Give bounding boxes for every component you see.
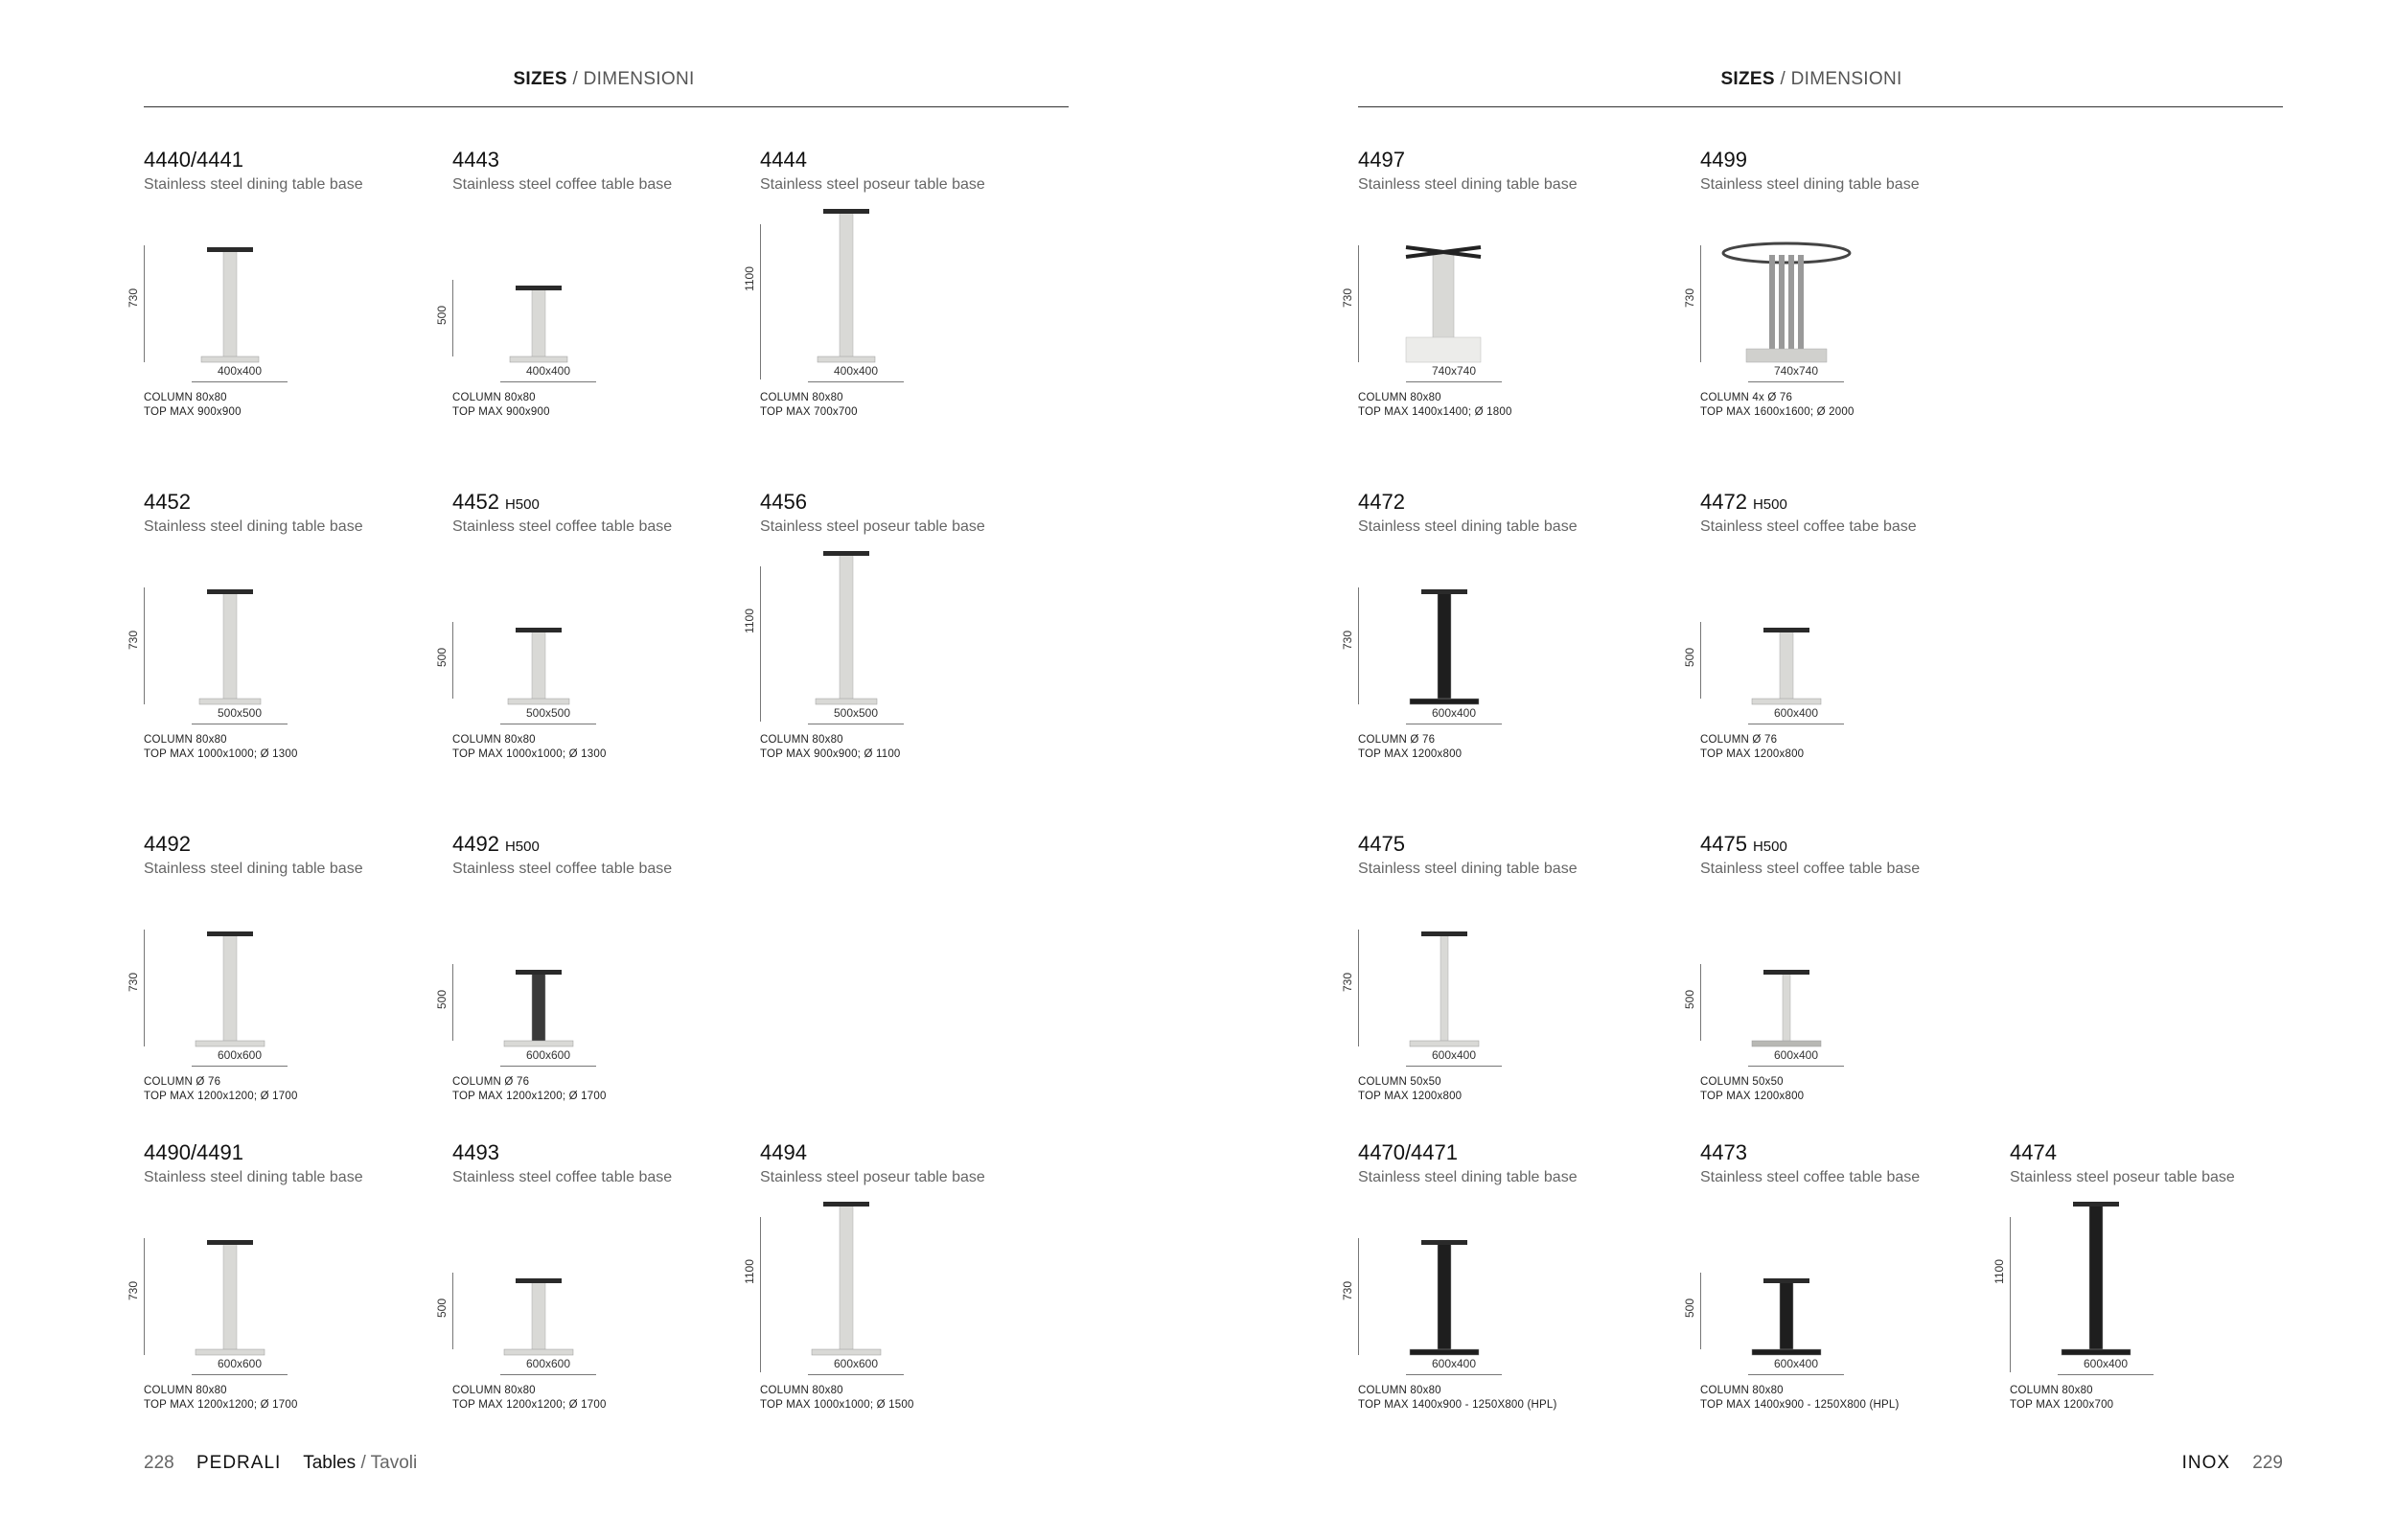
column-spec: COLUMN 80x80	[1358, 392, 1441, 403]
width-dimension-line	[500, 381, 596, 382]
top-max-spec: TOP MAX 900x900; Ø 1100	[760, 748, 901, 760]
product-description: Stainless steel poseur table base	[760, 176, 985, 193]
product-description: Stainless steel coffee table base	[1700, 861, 1921, 877]
footer-right	[2182, 1453, 2283, 1474]
product-spec	[760, 391, 858, 420]
top-max-spec: TOP MAX 1200x800	[1358, 1091, 1463, 1102]
column-spec: COLUMN 80x80	[760, 734, 843, 746]
product-description: Stainless steel dining table base	[1358, 861, 1578, 877]
product-description: Stainless steel poseur table base	[760, 1169, 985, 1185]
width-dimension-line	[1748, 381, 1844, 382]
single-column-base-icon	[1719, 887, 1854, 1065]
product-code: 4474	[2010, 1140, 2057, 1164]
height-label: 1100	[743, 266, 756, 291]
column-spec: COLUMN Ø 76	[144, 1076, 221, 1088]
height-label: 1100	[743, 609, 756, 633]
footer-left	[144, 1453, 417, 1474]
single-column-base-icon	[2029, 1196, 2163, 1373]
product-code: 4492	[144, 832, 191, 856]
column-spec: COLUMN Ø 76	[452, 1076, 530, 1088]
header-right-title: SIZES	[1720, 69, 1775, 89]
width-dimension-line	[192, 1066, 288, 1067]
width-label: 400x400	[217, 364, 263, 378]
single-column-base-icon	[779, 545, 913, 723]
top-max-spec: TOP MAX 1200x1200; Ø 1700	[144, 1399, 298, 1411]
product-spec	[452, 1384, 607, 1413]
product-spec	[1700, 1384, 1900, 1413]
product-description: Stainless steel coffee tabe base	[1700, 518, 1917, 535]
width-label: 500x500	[833, 706, 879, 720]
height-label: 500	[435, 1298, 449, 1319]
column-spec: COLUMN 80x80	[452, 734, 536, 746]
product-code: 4452 H500	[452, 490, 540, 514]
product-4475-h500	[1683, 832, 2016, 1102]
column-spec: COLUMN 50x50	[1358, 1076, 1441, 1088]
top-max-spec: TOP MAX 1000x1000; Ø 1300	[452, 748, 607, 760]
height-label: 500	[1683, 989, 1696, 1010]
height-dimension-line	[1700, 622, 1701, 699]
height-label: 500	[1683, 1298, 1696, 1319]
height-label: 500	[1683, 647, 1696, 668]
product-spec	[452, 733, 607, 762]
top-max-spec: TOP MAX 1000x1000; Ø 1300	[144, 748, 298, 760]
top-max-spec: TOP MAX 1200x1200; Ø 1700	[452, 1399, 607, 1411]
page-number-left: 228	[144, 1453, 174, 1473]
product-code: 4497	[1358, 148, 1405, 172]
top-max-spec: TOP MAX 1400x1400; Ø 1800	[1358, 406, 1512, 418]
single-column-base-icon	[1719, 545, 1854, 723]
top-max-spec: TOP MAX 1400x900 - 1250X800 (HPL)	[1700, 1399, 1900, 1411]
column-spec: COLUMN 80x80	[1700, 1385, 1784, 1396]
height-label: 730	[127, 287, 140, 309]
height-label: 1100	[743, 1259, 756, 1284]
height-dimension-line	[452, 1273, 453, 1349]
product-spec	[760, 1384, 914, 1413]
product-description: Stainless steel dining table base	[1358, 176, 1578, 193]
product-description: Stainless steel dining table base	[1358, 518, 1578, 535]
top-max-spec: TOP MAX 1400x900 - 1250X800 (HPL)	[1358, 1399, 1557, 1411]
height-dimension-line	[144, 930, 145, 1046]
width-label: 600x400	[1773, 1048, 1819, 1062]
top-max-spec: TOP MAX 1600x1600; Ø 2000	[1700, 406, 1855, 418]
top-max-spec: TOP MAX 700x700	[760, 406, 858, 418]
product-code: 4472 H500	[1700, 490, 1787, 514]
column-spec: COLUMN 80x80	[452, 1385, 536, 1396]
column-spec: COLUMN 80x80	[144, 1385, 227, 1396]
product-code: 4443	[452, 148, 499, 172]
product-code: 4492 H500	[452, 832, 540, 856]
product-4470-4471	[1341, 1140, 1674, 1411]
single-column-base-icon	[779, 1196, 913, 1373]
width-dimension-line	[192, 1374, 288, 1375]
brand-name: PEDRALI	[196, 1453, 282, 1473]
width-dimension-line	[1748, 1066, 1844, 1067]
width-label: 600x400	[1431, 706, 1477, 720]
width-label: 500x500	[525, 706, 571, 720]
column-spec: COLUMN 80x80	[2010, 1385, 2093, 1396]
width-dimension-line	[1748, 1374, 1844, 1375]
column-spec: COLUMN 4x Ø 76	[1700, 392, 1793, 403]
product-4497	[1341, 148, 1674, 418]
product-description: Stainless steel dining table base	[144, 1169, 363, 1185]
height-dimension-line	[452, 622, 453, 699]
product-description: Stainless steel dining table base	[144, 861, 363, 877]
width-label: 740x740	[1773, 364, 1819, 378]
width-dimension-line	[192, 381, 288, 382]
product-spec	[1358, 1384, 1557, 1413]
width-label: 600x600	[525, 1357, 571, 1370]
height-label: 500	[435, 647, 449, 668]
product-spec	[760, 733, 901, 762]
column-spec: COLUMN 80x80	[760, 1385, 843, 1396]
product-code: 4475 H500	[1700, 832, 1787, 856]
width-label: 600x600	[525, 1048, 571, 1062]
product-description: Stainless steel poseur table base	[2010, 1169, 2235, 1185]
top-max-spec: TOP MAX 1000x1000; Ø 1500	[760, 1399, 914, 1411]
single-column-base-icon	[163, 203, 297, 380]
height-dimension-line	[1700, 1273, 1701, 1349]
column-spec: COLUMN 80x80	[760, 392, 843, 403]
height-dimension-line	[1358, 245, 1359, 362]
section-subtitle: / Tavoli	[360, 1453, 418, 1473]
product-4475	[1341, 832, 1674, 1102]
header-right-rule	[1358, 106, 2283, 107]
single-column-base-icon	[472, 545, 606, 723]
width-dimension-line	[808, 381, 904, 382]
height-dimension-line	[1358, 1238, 1359, 1355]
height-dimension-line	[1700, 245, 1701, 362]
width-dimension-line	[2058, 1374, 2154, 1375]
product-spec	[144, 733, 298, 762]
single-column-base-icon	[472, 1196, 606, 1373]
height-dimension-line	[760, 1217, 761, 1372]
height-dimension-line	[1358, 930, 1359, 1046]
column-spec: COLUMN 50x50	[1700, 1076, 1784, 1088]
product-code: 4472	[1358, 490, 1405, 514]
product-spec	[452, 1075, 607, 1104]
product-description: Stainless steel coffee table base	[1700, 1169, 1921, 1185]
top-max-spec: TOP MAX 900x900	[452, 406, 550, 418]
product-spec	[144, 391, 242, 420]
page-number-right: 229	[2252, 1453, 2283, 1473]
width-dimension-line	[500, 1374, 596, 1375]
product-4499	[1683, 148, 2016, 418]
height-label: 730	[1341, 972, 1354, 993]
height-dimension-line	[760, 566, 761, 722]
column-spec: COLUMN 80x80	[1358, 1385, 1441, 1396]
product-spec	[144, 1075, 298, 1104]
width-label: 400x400	[833, 364, 879, 378]
header-right	[1351, 69, 2271, 90]
height-dimension-line	[1358, 587, 1359, 704]
product-code: 4499	[1700, 148, 1747, 172]
product-code: 4490/4491	[144, 1140, 243, 1164]
height-dimension-line	[144, 587, 145, 704]
width-label: 400x400	[525, 364, 571, 378]
product-code: 4475	[1358, 832, 1405, 856]
product-code-suffix: H500	[504, 839, 540, 855]
product-spec	[452, 391, 550, 420]
product-spec	[1358, 733, 1462, 762]
product-code: 4444	[760, 148, 807, 172]
width-dimension-line	[808, 1374, 904, 1375]
single-column-base-icon	[1377, 545, 1511, 723]
height-dimension-line	[760, 224, 761, 379]
top-max-spec: TOP MAX 1200x700	[2010, 1399, 2114, 1411]
product-4492-h500	[435, 832, 769, 1102]
single-column-base-icon	[163, 545, 297, 723]
height-label: 730	[1341, 1280, 1354, 1301]
top-max-spec: TOP MAX 900x900	[144, 406, 242, 418]
ring-top-multi-column-base-icon	[1719, 203, 1854, 380]
product-description: Stainless steel coffee table base	[452, 518, 673, 535]
single-column-base-icon	[472, 887, 606, 1065]
product-code: 4452	[144, 490, 191, 514]
height-label: 730	[127, 972, 140, 993]
cross-top-base-icon	[1377, 203, 1511, 380]
product-spec	[2010, 1384, 2113, 1413]
product-spec	[1700, 391, 1855, 420]
header-left	[144, 69, 1064, 90]
top-max-spec: TOP MAX 1200x800	[1358, 748, 1463, 760]
width-label: 600x400	[1431, 1357, 1477, 1370]
height-label: 500	[435, 989, 449, 1010]
product-spec	[1358, 391, 1512, 420]
product-spec	[1358, 1075, 1462, 1104]
height-label: 730	[127, 1280, 140, 1301]
product-4472	[1341, 490, 1674, 760]
product-description: Stainless steel dining table base	[144, 176, 363, 193]
width-dimension-line	[1406, 1374, 1502, 1375]
product-spec	[1700, 733, 1804, 762]
product-code: 4456	[760, 490, 807, 514]
width-dimension-line	[1406, 381, 1502, 382]
product-4456	[743, 490, 1076, 760]
column-spec: COLUMN 80x80	[452, 392, 536, 403]
single-column-base-icon	[1719, 1196, 1854, 1373]
column-spec: COLUMN 80x80	[144, 734, 227, 746]
top-max-spec: TOP MAX 1200x1200; Ø 1700	[452, 1091, 607, 1102]
section-title: Tables	[303, 1453, 357, 1473]
product-4452	[127, 490, 460, 760]
width-label: 600x400	[1773, 706, 1819, 720]
height-dimension-line	[144, 1238, 145, 1355]
product-code: 4494	[760, 1140, 807, 1164]
height-dimension-line	[452, 280, 453, 356]
single-column-base-icon	[163, 887, 297, 1065]
top-max-spec: TOP MAX 1200x1200; Ø 1700	[144, 1091, 298, 1102]
width-label: 600x600	[833, 1357, 879, 1370]
single-column-base-icon	[1377, 887, 1511, 1065]
column-spec: COLUMN Ø 76	[1700, 734, 1778, 746]
product-code: 4440/4441	[144, 148, 243, 172]
width-label: 740x740	[1431, 364, 1477, 378]
height-dimension-line	[1700, 964, 1701, 1041]
column-spec: COLUMN Ø 76	[1358, 734, 1436, 746]
top-max-spec: TOP MAX 1200x800	[1700, 1091, 1805, 1102]
product-description: Stainless steel coffee table base	[452, 1169, 673, 1185]
product-code-suffix: H500	[504, 496, 540, 513]
height-label: 1100	[1993, 1259, 2006, 1284]
width-dimension-line	[1406, 1066, 1502, 1067]
height-label: 730	[127, 630, 140, 651]
product-4494	[743, 1140, 1076, 1411]
height-label: 730	[1683, 287, 1696, 309]
product-description: Stainless steel dining table base	[1358, 1169, 1578, 1185]
height-label: 500	[435, 305, 449, 326]
header-left-title: SIZES	[513, 69, 567, 89]
height-dimension-line	[452, 964, 453, 1041]
height-label: 730	[1341, 287, 1354, 309]
product-code: 4493	[452, 1140, 499, 1164]
single-column-base-icon	[779, 203, 913, 380]
product-code-suffix: H500	[1752, 839, 1787, 855]
product-spec	[1700, 1075, 1804, 1104]
product-description: Stainless steel poseur table base	[760, 518, 985, 535]
height-label: 730	[1341, 630, 1354, 651]
width-label: 600x600	[217, 1357, 263, 1370]
width-label: 500x500	[217, 706, 263, 720]
single-column-base-icon	[1377, 1196, 1511, 1373]
product-description: Stainless steel coffee table base	[452, 176, 673, 193]
product-description: Stainless steel dining table base	[1700, 176, 1920, 193]
header-left-rule	[144, 106, 1069, 107]
product-description: Stainless steel coffee table base	[452, 861, 673, 877]
height-dimension-line	[2010, 1217, 2011, 1372]
product-code: 4473	[1700, 1140, 1747, 1164]
height-dimension-line	[144, 245, 145, 362]
width-label: 600x400	[1431, 1048, 1477, 1062]
top-max-spec: TOP MAX 1200x800	[1700, 748, 1805, 760]
product-code-suffix: H500	[1752, 496, 1787, 513]
column-spec: COLUMN 80x80	[144, 392, 227, 403]
product-description: Stainless steel dining table base	[144, 518, 363, 535]
single-column-base-icon	[163, 1196, 297, 1373]
width-label: 600x400	[1773, 1357, 1819, 1370]
product-spec	[144, 1384, 298, 1413]
product-4472-h500	[1683, 490, 2016, 760]
width-dimension-line	[500, 1066, 596, 1067]
product-4474	[1993, 1140, 2326, 1411]
width-label: 600x400	[2083, 1357, 2129, 1370]
product-code: 4470/4471	[1358, 1140, 1458, 1164]
header-right-subtitle: / DIMENSIONI	[1780, 69, 1902, 89]
collection-name: INOX	[2181, 1453, 2231, 1473]
product-4444	[743, 148, 1076, 418]
single-column-base-icon	[472, 203, 606, 380]
width-label: 600x600	[217, 1048, 263, 1062]
header-left-subtitle: / DIMENSIONI	[572, 69, 695, 89]
